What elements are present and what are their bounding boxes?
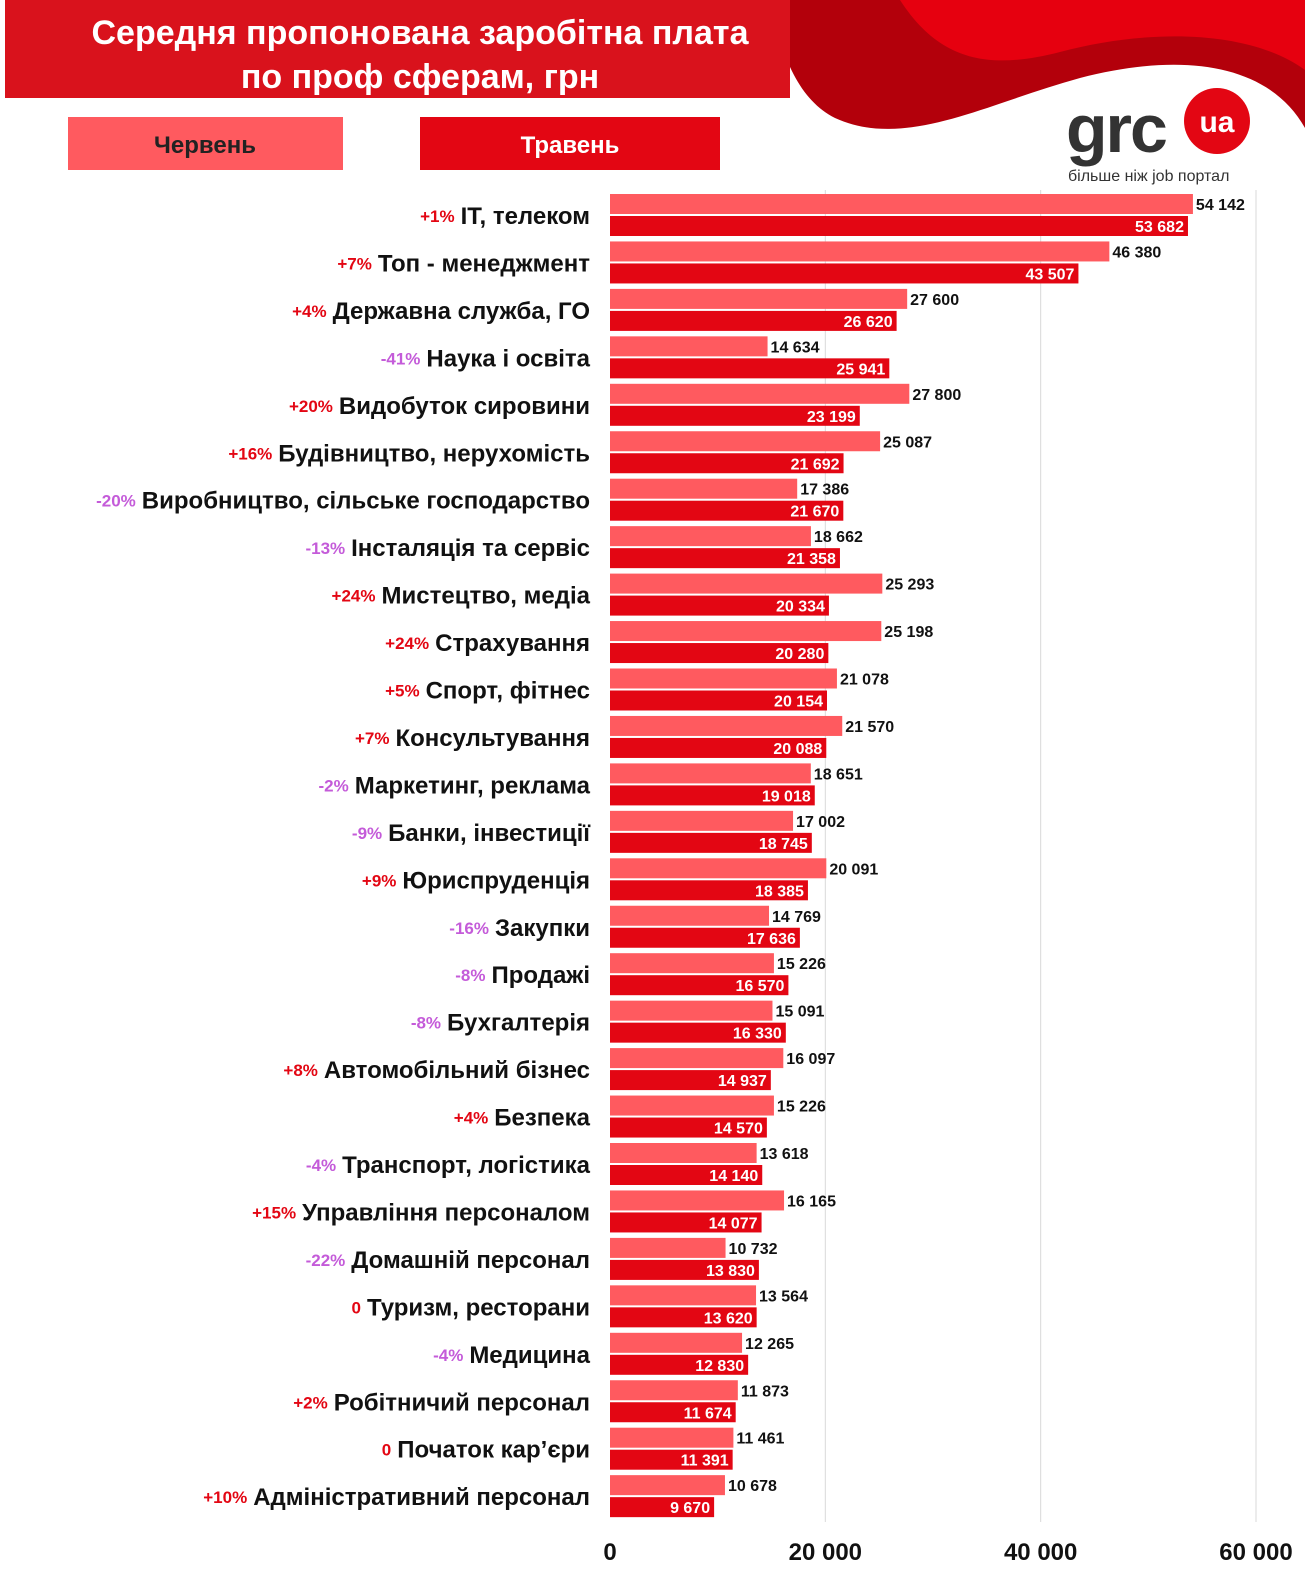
bar-row — [306, 1143, 809, 1185]
value-label-june: 16 165 — [787, 1193, 836, 1211]
legend — [68, 117, 720, 170]
value-label-may: 14 937 — [717, 1073, 767, 1091]
change-label: -20% — [96, 491, 136, 511]
change-label: +7% — [337, 254, 372, 274]
logo-brand-text: grc — [1066, 91, 1166, 167]
bar-row — [352, 811, 845, 853]
value-label-june: 15 091 — [775, 1003, 825, 1021]
bar-row — [293, 1380, 789, 1422]
bar-june — [610, 953, 774, 973]
value-label-june: 13 618 — [759, 1146, 809, 1163]
change-label: +4% — [292, 301, 327, 321]
category-label: Продажі — [491, 962, 590, 990]
bar-row — [332, 574, 935, 616]
value-label-may: 21 358 — [787, 551, 836, 569]
value-label-may: 18 745 — [758, 835, 808, 853]
change-label: -4% — [305, 1156, 337, 1175]
change-label: +10% — [203, 1488, 248, 1508]
bar-row — [289, 384, 961, 426]
bar-june — [610, 1475, 725, 1495]
bar-june — [610, 1001, 772, 1021]
bar-june — [610, 716, 842, 736]
change-label: 0 — [351, 1298, 361, 1318]
bar-june — [610, 1143, 757, 1163]
category-label: Закупки — [494, 914, 590, 942]
category-label: ІТ, телеком — [460, 203, 590, 230]
value-label-may: 20 154 — [774, 693, 823, 711]
value-label-june: 11 461 — [736, 1430, 785, 1448]
legend-label-june: Червень — [154, 132, 256, 159]
value-label-may: 20 334 — [775, 598, 825, 616]
bar-row — [319, 763, 863, 805]
bar-june — [610, 1333, 742, 1353]
bar-may — [610, 263, 1078, 283]
value-label-may: 21 692 — [790, 456, 840, 474]
category-label: Наука і освіта — [426, 345, 590, 373]
change-label: +1% — [420, 207, 455, 226]
value-label-may: 14 140 — [709, 1168, 759, 1185]
chart-title-line-2: по проф сферам, грн — [240, 58, 600, 96]
change-label: +24% — [385, 634, 430, 654]
value-label-june: 20 091 — [829, 861, 879, 879]
bar-row — [355, 716, 894, 758]
value-label-may: 19 018 — [761, 788, 811, 806]
bar-row — [411, 1001, 825, 1043]
bar-row — [337, 241, 1161, 283]
bar-june — [610, 289, 907, 309]
bar-june — [610, 858, 826, 878]
category-label: Видобуток сировини — [338, 392, 590, 420]
title-banner — [5, 0, 790, 98]
bar-june — [610, 431, 880, 451]
x-tick-label: 40 000 — [1003, 1539, 1078, 1566]
bar-june — [610, 811, 793, 831]
bar-row — [252, 1190, 836, 1232]
value-label-may: 12 830 — [695, 1357, 745, 1375]
value-label-june: 10 732 — [728, 1240, 778, 1258]
value-label-may: 14 570 — [713, 1120, 763, 1138]
chart-title-line-1: Середня пропонована заробітна плата — [91, 14, 749, 52]
category-label: Управління персоналом — [302, 1199, 590, 1227]
bar-row — [454, 1096, 826, 1138]
bar-row — [433, 1333, 794, 1375]
value-label-june: 12 265 — [745, 1335, 794, 1353]
bar-row — [381, 336, 890, 378]
category-label: Транспорт, логістика — [342, 1152, 590, 1179]
value-label-may: 21 670 — [790, 503, 840, 521]
category-label: Консультування — [395, 724, 590, 752]
grc-logo — [1066, 88, 1250, 185]
bar-row — [203, 1475, 777, 1517]
bar-row — [305, 526, 863, 568]
change-label: +15% — [252, 1203, 297, 1223]
category-label: Будівництво, нерухомість — [278, 440, 590, 468]
bar-june — [610, 574, 882, 594]
change-label: -8% — [455, 966, 486, 986]
value-label-may: 13 830 — [705, 1262, 755, 1280]
bar-june — [610, 384, 909, 404]
bar-june — [610, 669, 837, 689]
bar-june — [610, 1428, 733, 1448]
value-label-may: 11 391 — [680, 1452, 729, 1470]
value-label-june: 10 678 — [727, 1478, 777, 1496]
change-label: -2% — [318, 776, 349, 796]
bar-june — [610, 763, 811, 783]
value-label-june: 14 769 — [772, 908, 821, 926]
value-label-june: 54 142 — [1195, 197, 1245, 214]
value-label-may: 11 674 — [683, 1405, 732, 1423]
value-label-may: 23 199 — [806, 408, 856, 426]
bar-row — [382, 1428, 785, 1470]
change-label: +24% — [331, 586, 376, 606]
change-label: +5% — [385, 681, 420, 701]
change-label: +2% — [293, 1393, 328, 1413]
x-tick-label: 60 000 — [1219, 1539, 1293, 1566]
x-tick-label: 20 000 — [788, 1539, 863, 1566]
category-label: Автомобільний бізнес — [323, 1057, 590, 1085]
change-label: 0 — [381, 1440, 392, 1460]
value-label-may: 16 570 — [735, 978, 785, 996]
value-label-june: 25 198 — [884, 624, 934, 642]
bar-june — [610, 336, 768, 356]
bar-row — [292, 289, 959, 331]
value-label-may: 18 385 — [755, 883, 804, 901]
category-label: Інсталяція та сервіс — [351, 535, 590, 563]
logo-badge-text: ua — [1199, 106, 1235, 139]
bar-rows — [96, 194, 1245, 1517]
change-label: +4% — [453, 1108, 489, 1128]
bar-june — [610, 194, 1193, 214]
category-label: Туризм, ресторани — [366, 1294, 590, 1322]
value-label-june: 13 564 — [759, 1288, 808, 1306]
value-label-june: 27 600 — [910, 291, 960, 309]
value-label-may: 43 507 — [1025, 266, 1075, 284]
category-label: Державна служба, ГО — [332, 297, 590, 325]
value-label-june: 21 078 — [839, 671, 889, 689]
value-label-may: 16 330 — [732, 1025, 782, 1043]
bar-june — [610, 621, 881, 641]
value-label-may: 13 620 — [703, 1310, 753, 1328]
category-label: Мистецтво, медіа — [381, 582, 590, 610]
change-label: -4% — [433, 1345, 464, 1365]
value-label-june: 25 293 — [885, 576, 935, 594]
change-label: +9% — [361, 871, 397, 891]
change-label: -16% — [449, 918, 489, 938]
change-label: -8% — [410, 1013, 442, 1033]
value-label-june: 18 651 — [813, 766, 863, 784]
bar-june — [610, 479, 797, 499]
value-label-june: 25 087 — [883, 434, 933, 452]
value-label-may: 9 670 — [670, 1500, 711, 1518]
bar-row — [96, 479, 849, 521]
category-label: Адміністративний персонал — [253, 1484, 590, 1512]
value-label-june: 15 226 — [776, 956, 826, 974]
bar-june — [610, 1285, 756, 1305]
x-axis-ticks — [603, 1539, 1292, 1566]
category-label: Топ - менеджмент — [377, 250, 590, 278]
category-label: Маркетинг, реклама — [354, 772, 590, 800]
bar-row — [306, 1238, 778, 1280]
bar-may — [610, 216, 1188, 236]
bar-row — [449, 906, 821, 948]
category-label: Страхування — [435, 630, 590, 658]
x-tick-label: 0 — [603, 1539, 617, 1566]
bar-row — [362, 858, 878, 900]
category-label: Медицина — [469, 1341, 590, 1369]
value-label-june: 18 662 — [813, 529, 863, 547]
bar-june — [610, 1380, 738, 1400]
value-label-june: 15 226 — [776, 1098, 826, 1116]
change-label: +20% — [288, 396, 333, 416]
change-label: -9% — [351, 823, 383, 843]
category-label: Банки, інвестиції — [388, 819, 590, 847]
bar-june — [610, 241, 1109, 261]
change-label: -13% — [305, 539, 346, 559]
legend-label-may: Травень — [520, 132, 620, 159]
category-label: Безпека — [494, 1104, 590, 1132]
bar-june — [610, 526, 811, 546]
bar-june — [610, 1190, 784, 1210]
bar-row — [283, 1048, 835, 1090]
bar-row — [385, 669, 889, 711]
change-label: +8% — [283, 1061, 318, 1081]
value-label-june: 27 800 — [912, 386, 962, 404]
value-label-may: 25 941 — [836, 361, 886, 379]
category-label: Виробництво, сільське господарство — [141, 487, 590, 515]
value-label-june: 17 002 — [796, 813, 845, 831]
bar-row — [352, 1285, 809, 1327]
value-label-may: 20 088 — [773, 740, 823, 758]
value-label-june: 16 097 — [786, 1051, 836, 1069]
change-label: -22% — [305, 1250, 346, 1270]
value-label-may: 14 077 — [708, 1215, 758, 1233]
value-label-may: 20 280 — [775, 646, 825, 664]
change-label: +16% — [228, 444, 273, 464]
bar-june — [610, 1096, 774, 1116]
value-label-may: 17 636 — [746, 930, 796, 948]
logo-tagline: більше ніж job портал — [1068, 168, 1230, 185]
bar-june — [610, 1048, 783, 1068]
value-label-june: 14 634 — [770, 339, 820, 357]
category-label: Спорт, фітнес — [425, 677, 590, 705]
value-label-may: 53 682 — [1135, 219, 1184, 236]
value-label-june: 11 873 — [740, 1383, 789, 1401]
category-label: Бухгалтерія — [447, 1009, 590, 1037]
value-label-june: 21 570 — [845, 718, 895, 736]
bar-june — [610, 906, 769, 926]
value-label-june: 46 380 — [1112, 244, 1162, 262]
value-label-may: 26 620 — [843, 313, 893, 331]
category-label: Домашній персонал — [351, 1246, 590, 1274]
bar-row — [455, 953, 826, 995]
category-label: Робітничий персонал — [333, 1389, 590, 1417]
category-label: Юриспруденція — [402, 867, 590, 895]
value-label-june: 17 386 — [800, 481, 850, 499]
bar-row — [228, 431, 932, 473]
bar-row — [420, 194, 1245, 236]
change-label: -41% — [380, 349, 421, 369]
category-label: Початок кар’єри — [397, 1436, 590, 1464]
bar-june — [610, 1238, 726, 1258]
change-label: +7% — [354, 728, 390, 748]
bar-row — [385, 621, 933, 663]
